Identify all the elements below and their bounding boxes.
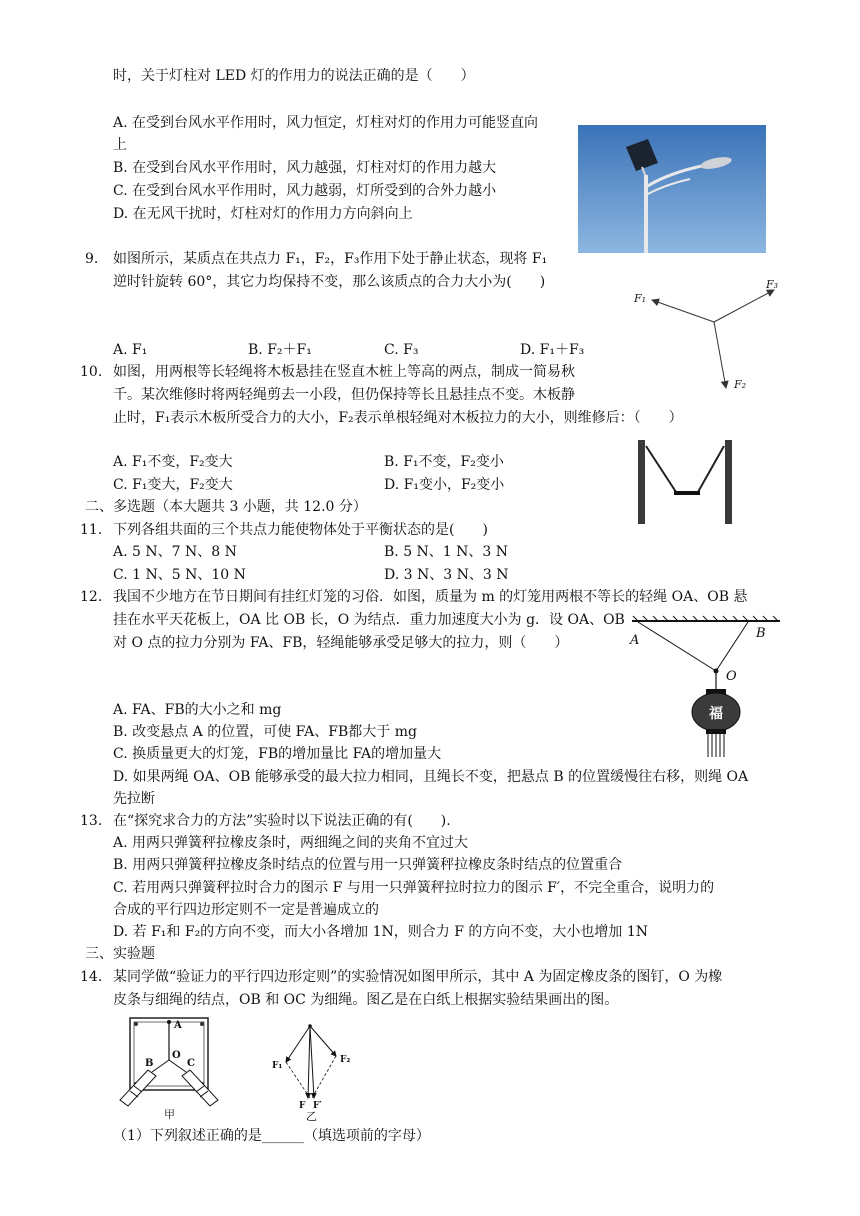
q12-option-a: A. FA、FB的大小之和 mg xyxy=(113,702,282,718)
jia-caption: 甲 xyxy=(164,1108,175,1121)
q9-label-f3: F₃ xyxy=(766,278,779,291)
q8-option-a-line2: 上 xyxy=(113,137,127,153)
q13-option-d: D. 若 F₁和 F₂的方向不变，而大小各增加 1N，则合力 F 的方向不变，大小也增加 1N xyxy=(113,924,649,940)
section-3-heading: 三、实验题 xyxy=(85,946,155,962)
q12-number: 12. xyxy=(80,589,103,605)
q9-stem-line2: 逆时针旋转 60°，其它力均保持不变，那么该质点的合力大小为( ) xyxy=(113,274,546,290)
q13-option-b: B. 用两只弹簧秤拉橡皮条时结点的位置与用一只弹簧秤拉橡皮条时结点的位置重合 xyxy=(113,857,623,873)
q9-force-diagram xyxy=(628,278,788,400)
q12-stem-line3: 对 O 点的拉力分别为 FA、FB，轻绳能够承受足够大的拉力，则（ ） xyxy=(113,635,569,651)
q10-number: 10. xyxy=(80,364,103,380)
q10-stem-line2: 千。某次维修时将两轻绳剪去一小段，但仍保持等长且悬挂点不变。木板静 xyxy=(113,387,575,403)
q10-swing-diagram xyxy=(634,440,742,526)
lantern-icon xyxy=(692,689,740,757)
yi-caption: 乙 xyxy=(306,1110,317,1122)
jia-label-o: O xyxy=(172,1050,181,1061)
q14-stem-line1: 某同学做“验证力的平行四边形定则”的实验情况如图甲所示，其中 A 为固定橡皮条的图钉，O 为橡 xyxy=(113,969,723,985)
q14-subquestion-1: （1）下列叙述正确的是______（填选项前的字母） xyxy=(113,1128,430,1144)
jia-label-c: C xyxy=(187,1058,195,1069)
q14-figure-yi xyxy=(266,1018,362,1122)
q12-option-c: C. 换质量更大的灯笼，FB的增加量比 FA的增加量大 xyxy=(113,746,442,762)
q8-option-c: C. 在受到台风水平作用时，风力越弱，灯所受到的合外力越小 xyxy=(113,183,497,199)
yi-label-f: F xyxy=(299,1101,306,1111)
q12-option-d-line2: 先拉断 xyxy=(113,791,155,807)
q14-stem-line2: 皮条与细绳的结点，OB 和 OC 为细绳。图乙是在白纸上根据实验结果画出的图。 xyxy=(113,992,619,1008)
q14-number: 14. xyxy=(80,969,103,985)
q9-option-a: A. F₁ xyxy=(113,342,148,358)
q8-option-a-line1: A. 在受到台风水平作用时，风力恒定，灯柱对灯的作用力可能竖直向 xyxy=(113,115,539,131)
q9-option-c: C. F₃ xyxy=(384,342,419,358)
q12-option-b: B. 改变悬点 A 的位置，可使 FA、FB都大于 mg xyxy=(113,724,417,740)
q13-option-a: A. 用两只弹簧秤拉橡皮条时，两细绳之间的夹角不宜过大 xyxy=(113,835,469,851)
q12-label-o: O xyxy=(726,669,737,684)
q12-stem-line2: 挂在水平天花板上，OA 比 OB 长，O 为结点．重力加速度大小为 g．设 OA、OB xyxy=(113,612,625,628)
q14-figure-jia xyxy=(114,1014,226,1122)
yi-label-f-prime: F′ xyxy=(313,1101,322,1111)
q10-option-a: A. F₁不变，F₂变大 xyxy=(113,454,233,470)
q13-stem: 在“探究求合力的方法”实验时以下说法正确的有( ). xyxy=(113,813,451,829)
q12-label-a: A xyxy=(630,633,640,648)
q10-option-d: D. F₁变小，F₂变小 xyxy=(384,477,505,493)
yi-label-f2: F₂ xyxy=(340,1055,351,1065)
q9-label-f2: F₂ xyxy=(734,378,747,391)
q8-option-d: D. 在无风干扰时，灯柱对灯的作用力方向斜向上 xyxy=(113,206,413,222)
q9-stem-line1: 如图所示，某质点在共点力 F₁，F₂，F₃作用下处于静止状态，现将 F₁ xyxy=(113,251,548,267)
q10-option-c: C. F₁变大，F₂变大 xyxy=(113,477,233,493)
q13-option-c-line1: C. 若用两只弹簧秤拉时合力的图示 F 与用一只弹簧秤拉时拉力的图示 F′，不完全重合，说明力的 xyxy=(113,880,715,896)
q8-option-b: B. 在受到台风水平作用时，风力越强，灯柱对灯的作用力越大 xyxy=(113,160,497,176)
yi-label-f1: F₁ xyxy=(272,1061,283,1071)
spring-scale-left xyxy=(120,1070,156,1106)
q12-lantern-diagram xyxy=(628,615,788,760)
q11-option-a: A. 5 N、7 N、8 N xyxy=(113,544,237,560)
q11-number: 11. xyxy=(80,522,103,538)
q10-stem-line3: 止时，F₁表示木板所受合力的大小，F₂表示单根轻绳对木板拉力的大小，则维修后：（ ） xyxy=(113,410,683,426)
spring-scale-right xyxy=(182,1070,218,1106)
q13-option-c-line2: 合成的平行四边形定则不一定是普遍成立的 xyxy=(113,902,379,918)
q12-option-d-line1: D. 如果两绳 OA、OB 能够承受的最大拉力相同，且绳长不变，把悬点 B 的位置缓慢往右移，则绳 OA xyxy=(113,769,749,785)
q9-option-b: B. F₂＋F₁ xyxy=(248,342,312,358)
jia-label-a: A xyxy=(174,1020,182,1031)
q11-option-c: C. 1 N、5 N、10 N xyxy=(113,567,246,583)
q13-number: 13. xyxy=(80,813,103,829)
q8-stem-tail: 时，关于灯柱对 LED 灯的作用力的说法正确的是（ ） xyxy=(113,68,475,84)
jia-label-b: B xyxy=(145,1058,154,1069)
q9-number: 9. xyxy=(85,251,99,267)
q10-stem-line1: 如图，用两根等长轻绳将木板悬挂在竖直木桩上等高的两点，制成一简易秋 xyxy=(113,364,575,380)
q11-option-d: D. 3 N、3 N、3 N xyxy=(384,567,509,583)
q11-option-b: B. 5 N、1 N、3 N xyxy=(384,544,509,560)
section-2-heading: 二、多选题（本大题共 3 小题，共 12.0 分） xyxy=(85,499,367,515)
q9-label-f1: F₁ xyxy=(634,292,647,305)
lantern-character: 福 xyxy=(709,706,723,722)
q10-option-b: B. F₁不变，F₂变小 xyxy=(384,454,504,470)
q11-stem: 下列各组共面的三个共点力能使物体处于平衡状态的是( ) xyxy=(113,522,488,538)
street-lamp-photo xyxy=(578,125,766,253)
q9-option-d: D. F₁＋F₃ xyxy=(520,342,585,358)
q12-stem-line1: 我国不少地方在节日期间有挂红灯笼的习俗．如图，质量为 m 的灯笼用两根不等长的轻绳 OA、OB 悬 xyxy=(113,589,748,605)
q12-label-b: B xyxy=(756,626,766,641)
